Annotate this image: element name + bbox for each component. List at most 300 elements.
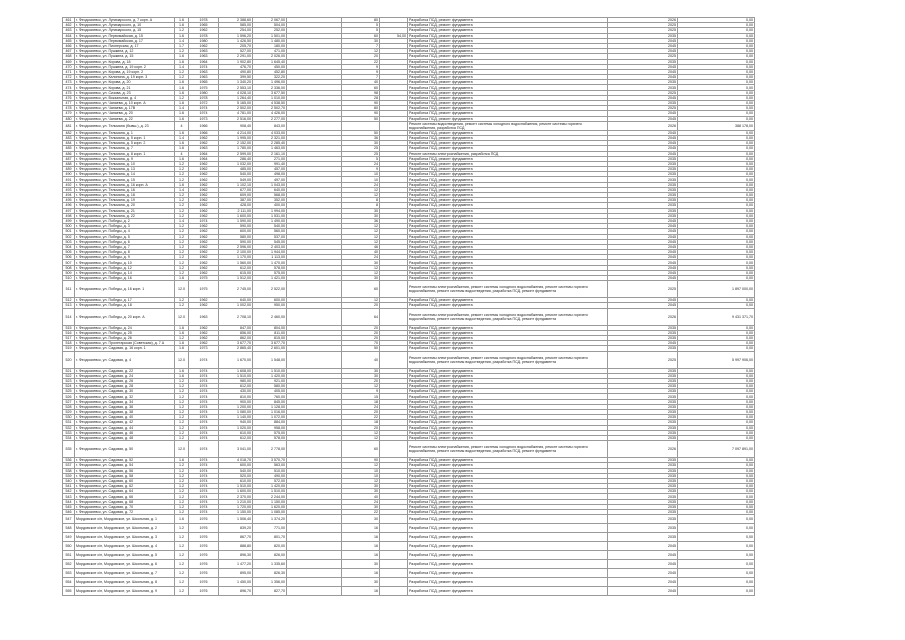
work-type-cell: Разработка ПСД, ремонт фундамента [408,410,608,415]
category-cell: 1.2 [175,494,189,499]
total-area-cell: 430,00 [219,389,253,394]
work-type-cell: Разработка ПСД, ремонт фундамента [408,80,608,85]
year-built-cell: 1974 [189,218,219,223]
year-built-cell: 1974 [189,378,219,383]
residents-cell: 90 [342,111,380,116]
cost-cell: 0,00 [678,23,755,28]
living-area-cell: 2 067,00 [253,18,287,23]
work-type-cell: Разработка ПСД, ремонт фундамента [408,229,608,234]
total-area-cell: 612,00 [219,435,253,440]
living-area-cell: 884,00 [253,420,287,425]
category-cell: 1.6 [175,341,189,346]
plan-year-cell: 2025 [608,90,678,95]
address-cell: г. Феодосиевск, ул. Победы, д. 25 [75,330,175,335]
service-cell [380,515,408,524]
living-area-cell: 2 403,00 [253,244,287,249]
year-built-cell: 1974 [189,430,219,435]
living-area-cell: 1 510,00 [253,489,287,494]
cost-cell: 0,00 [678,303,755,308]
row-number-cell: 522 [63,373,75,378]
residents-cell: 7 [342,43,380,48]
row-number-cell: 491 [63,177,75,182]
living-area-cell: 1 944,00 [253,250,287,255]
category-cell: 1.2 [175,389,189,394]
category-cell: 1.2 [175,167,189,172]
total-area-cell: 677,00 [219,187,253,192]
living-area-cell: 572,00 [253,478,287,483]
address-cell: г. Феодосиевск, ул. Садовая, д. 64 [75,489,175,494]
living-area-cell: 1 645,40 [253,59,287,64]
total-area-cell: 1 506,40 [219,515,253,524]
address-cell: г. Феодосиевск, ул. Садовая, д. 38 [75,410,175,415]
category-cell: 1.2 [175,250,189,255]
residents-cell: 28 [342,95,380,100]
cost-cell: 0,00 [678,151,755,156]
row-number-cell: 524 [63,384,75,389]
living-area-cell: 640,00 [253,187,287,192]
cost-cell: 0,00 [678,156,755,161]
work-type-cell: Разработка ПСД, ремонт фундамента [408,389,608,394]
address-cell: г. Феодосиевск, ул. Победы, д. 14 [75,270,175,275]
work-type-cell: Разработка ПСД, ремонт фундамента [408,551,608,560]
cost-cell: 0,00 [678,59,755,64]
plan-year-cell: 2035 [608,330,678,335]
category-cell: 1.2 [175,560,189,569]
address-cell: г. Феодосиевск, ул. Тельмана, д. 19 [75,198,175,203]
residents-cell: 10 [342,473,380,478]
category-cell: 1.6 [175,515,189,524]
work-type-cell: Разработка ПСД, ремонт фундамента [408,425,608,430]
extra-cell [287,351,342,368]
living-area-cell: 2 161,10 [253,151,287,156]
living-area-cell: 4 538,50 [253,101,287,106]
living-area-cell: 1 501,00 [253,33,287,38]
living-area-cell: 2 778,00 [253,441,287,458]
address-cell: г. Феодосиевск, ул. Чапаева, д. 10 корп. А [75,101,175,106]
address-cell: Мордовское с/п, Мордовское, ул. Школьная, д. 8 [75,578,175,587]
work-type-cell: Разработка ПСД, ремонт фундамента [408,430,608,435]
category-cell: 1.2 [175,208,189,213]
cost-cell: 0,00 [678,177,755,182]
address-cell: Мордовское с/п, Мордовское, ул. Школьная, д. 1 [75,515,175,524]
plan-year-cell: 2035 [608,489,678,494]
address-cell: г. Феодосиевск, ул. Победы, д. 5 [75,234,175,239]
work-type-cell: Разработка ПСД, ремонт фундамента [408,59,608,64]
living-area-cell: 450,00 [253,64,287,69]
cost-cell: 0,00 [678,560,755,569]
residents-cell: 8 [342,198,380,203]
living-area-cell: 1 994,00 [253,208,287,213]
residents-cell: 7 [342,75,380,80]
plan-year-cell: 2025 [608,54,678,59]
plan-year-cell: 2045 [608,38,678,43]
work-type-cell: Разработка ПСД, ремонт фундамента [408,260,608,265]
plan-year-cell: 2035 [608,394,678,399]
living-area-cell: 820,00 [253,542,287,551]
work-type-cell: Разработка ПСД, ремонт фундамента [408,504,608,509]
row-number-cell: 517 [63,335,75,340]
residents-cell: 8 [342,203,380,208]
residents-cell: 40 [342,351,380,368]
category-cell: 1.6 [175,156,189,161]
category-cell: 1.2 [175,404,189,409]
cost-cell: 0,00 [678,551,755,560]
category-cell: 1.2 [175,420,189,425]
living-area-cell: 3 677,50 [253,90,287,95]
total-area-cell: 1 340,20 [219,80,253,85]
residents-cell: 30 [342,578,380,587]
plan-year-cell: 2045 [608,250,678,255]
work-type-cell: Разработка ПСД, ремонт фундамента [408,399,608,404]
residents-cell: 16 [342,542,380,551]
work-type-cell: Разработка ПСД, ремонт фундамента [408,167,608,172]
year-built-cell: 1974 [189,463,219,468]
work-type-cell: Разработка ПСД, ремонт фундамента [408,494,608,499]
year-built-cell: 1974 [189,473,219,478]
residents-cell: 80 [342,106,380,111]
plan-year-cell: 2035 [608,533,678,542]
row-number-cell: 476 [63,95,75,100]
plan-year-cell: 2035 [608,161,678,166]
residents-cell: 20 [342,54,380,59]
row-number-cell: 469 [63,59,75,64]
living-area-cell: 563,00 [253,463,287,468]
work-type-cell: Разработка ПСД, ремонт фундамента [408,95,608,100]
residents-cell: 60 [342,441,380,458]
category-cell: 1.2 [175,303,189,308]
work-type-cell: Ремонт системы электроснабжения, ремонт системы холодного водоснабжения, ремонт системы горячего водоснабжения, ремонт системы водоотведения, разработка ПСД, ремонт фундамента [408,441,608,458]
residents-cell: 24 [342,255,380,260]
row-number-cell: 511 [63,281,75,298]
cost-cell: 0,00 [678,90,755,95]
category-cell: 4 [175,151,189,156]
total-area-cell: 847,00 [219,325,253,330]
total-area-cell: 2 388,60 [219,18,253,23]
living-area-cell: 3 570,70 [253,458,287,463]
row-number-cell: 473 [63,80,75,85]
residents-cell: 30 [342,260,380,265]
category-cell: 12.0 [175,351,189,368]
service-cell [380,441,408,458]
residents-cell: 20 [342,303,380,308]
cost-cell: 0,00 [678,224,755,229]
work-type-cell: Разработка ПСД, ремонт фундамента [408,404,608,409]
total-area-cell: 1 032,00 [219,161,253,166]
cost-cell: 0,00 [678,255,755,260]
residents-cell: 30 [342,141,380,146]
plan-year-cell: 2045 [608,255,678,260]
year-built-cell: 1962 [189,244,219,249]
plan-year-cell: 2035 [608,524,678,533]
living-area-cell: 827,70 [253,587,287,596]
service-cell [380,569,408,578]
work-type-cell: Разработка ПСД, ремонт фундамента [408,224,608,229]
address-cell: г. Феодосиевск, ул. Тельмана, д. 5 корп. 1 [75,135,175,140]
category-cell: 1.2 [175,298,189,303]
work-type-cell: Разработка ПСД, ремонт фундамента [408,141,608,146]
row-number-cell: 550 [63,542,75,551]
category-cell: 1.2 [175,468,189,473]
cost-cell: 0,00 [678,270,755,275]
category-cell: 1.4 [175,38,189,43]
address-cell: г. Феодосиевск, ул. Тельмана, д. 7 [75,146,175,151]
total-area-cell: 1 102,10 [219,182,253,187]
category-cell: 1.6 [175,146,189,151]
living-area-cell: 1 510,00 [253,368,287,373]
living-area-cell: 1 085,00 [253,510,287,515]
residents-cell: 16 [342,551,380,560]
cost-cell: 7 097 891,00 [678,441,755,458]
plan-year-cell: 2035 [608,198,678,203]
address-cell: Мордовское с/п, Мордовское, ул. Школьная, д. 5 [75,551,175,560]
row-number-cell: 480 [63,116,75,121]
address-cell: г. Феодосиевск, ул. Победы, д. 7 [75,244,175,249]
address-cell: г. Феодосиевск, ул. Кирова, д. 21 [75,85,175,90]
total-area-cell: 2 502,00 [219,106,253,111]
total-area-cell: 1 450,00 [219,578,253,587]
residents-cell: 46 [342,244,380,249]
cost-cell: 0,00 [678,378,755,383]
row-number-cell: 487 [63,156,75,161]
year-built-cell: 1964 [189,156,219,161]
category-cell: 1.2 [175,95,189,100]
living-area-cell: 2 460,00 [253,308,287,325]
total-area-cell: 1 780,00 [219,146,253,151]
cost-cell: 0,00 [678,415,755,420]
service-cell [380,121,408,130]
plan-year-cell: 2035 [608,346,678,351]
cost-cell: 0,00 [678,341,755,346]
category-cell: 1.2 [175,425,189,430]
living-area-cell: 1 496,00 [253,80,287,85]
total-area-cell: 4 214,00 [219,130,253,135]
total-area-cell: 862,00 [219,335,253,340]
cost-cell: 0,00 [678,489,755,494]
address-cell: г. Феодосиевск, ул. Тельмана, д. 15 [75,177,175,182]
cost-cell: 0,00 [678,28,755,33]
year-built-cell: 1962 [189,303,219,308]
residents-cell: 12 [342,193,380,198]
row-number-cell: 484 [63,141,75,146]
table-row [63,515,755,524]
total-area-cell: 908,40 [219,121,253,130]
living-area-cell: 2 244,00 [253,494,287,499]
service-cell [380,524,408,533]
residents-cell: 16 [342,569,380,578]
living-area-cell: 2 522,00 [253,281,287,298]
category-cell: 1.2 [175,410,189,415]
work-type-cell: Разработка ПСД, ремонт фундамента [408,510,608,515]
category-cell: 1.2 [175,430,189,435]
year-built-cell: 1975 [189,85,219,90]
plan-year-cell: 2035 [608,404,678,409]
total-area-cell: 1 590,00 [219,218,253,223]
total-area-cell: 520,00 [219,473,253,478]
row-number-cell: 544 [63,499,75,504]
residents-cell: 15 [342,394,380,399]
work-type-cell: Разработка ПСД, ремонт фундамента [408,172,608,177]
row-number-cell: 516 [63,330,75,335]
table-row [63,560,755,569]
living-area-cell: 1 010,00 [253,95,287,100]
total-area-cell: 476,70 [219,64,253,69]
residents-cell: 12 [342,229,380,234]
year-built-cell: 1976 [189,542,219,551]
living-area-cell: 540,00 [253,224,287,229]
address-cell: г. Феодосиевск, ул. Садовая, д. 62 [75,484,175,489]
cost-cell: 0,00 [678,260,755,265]
work-type-cell: Разработка ПСД, ремонт фундамента [408,542,608,551]
work-type-cell: Разработка ПСД, ремонт фундамента [408,33,608,38]
address-cell: г. Феодосиевск, ул. Победы, д. 16 [75,276,175,281]
total-area-cell: 2 152,00 [219,141,253,146]
year-built-cell: 1974 [189,478,219,483]
extra-cell [287,542,342,551]
address-cell: г. Феодосиевск, ул. Луначарского, д. 10 [75,23,175,28]
row-number-cell: 482 [63,130,75,135]
year-built-cell: 1963 [189,54,219,59]
plan-year-cell: 2045 [608,578,678,587]
plan-year-cell: 2035 [608,499,678,504]
plan-year-cell: 2035 [608,85,678,90]
total-area-cell: 1 902,80 [219,59,253,64]
total-area-cell: 1 170,00 [219,255,253,260]
work-type-cell: Разработка ПСД, ремонт фундамента [408,478,608,483]
category-cell: 1.4 [175,218,189,223]
living-area-cell: 1 356,00 [253,578,287,587]
living-area-cell: 1 374,20 [253,515,287,524]
living-area-cell: 568,00 [253,193,287,198]
living-area-cell: 560,00 [253,229,287,234]
work-type-cell: Разработка ПСД, ремонт фундамента [408,578,608,587]
living-area-cell: 575,00 [253,430,287,435]
row-number-cell: 551 [63,551,75,560]
address-cell: г. Феодосиевск, ул. Пушкина, д. 12 [75,49,175,54]
cost-cell: 0,00 [678,203,755,208]
extra-cell [287,515,342,524]
row-number-cell: 547 [63,515,75,524]
work-type-cell: Разработка ПСД, ремонт фундамента [408,265,608,270]
year-built-cell: 1964 [189,59,219,64]
service-cell [380,281,408,298]
work-type-cell: Ремонт системы электроснабжения, ремонт системы холодного водоснабжения, ремонт системы горячего водоснабжения, ремонт системы водоотведения, разработка ПСД, ремонт фундамента [408,281,608,298]
address-cell: г. Феодосиевск, ул. Садовая, д. 16 корп. 1 [75,346,175,351]
total-area-cell: 600,00 [219,463,253,468]
residents-cell: 12 [342,430,380,435]
residents-cell: 80 [342,18,380,23]
residents-cell: 30 [342,560,380,569]
living-area-cell: 1 420,00 [253,484,287,489]
row-number-cell: 548 [63,524,75,533]
cost-cell: 0,00 [678,510,755,515]
living-area-cell: 1 113,00 [253,255,287,260]
plan-year-cell: 2035 [608,420,678,425]
total-area-cell: 1 995,00 [219,135,253,140]
residents-cell [342,121,380,130]
total-area-cell: 810,00 [219,394,253,399]
plan-year-cell: 2045 [608,229,678,234]
total-area-cell: 610,00 [219,430,253,435]
living-area-cell: 845,00 [253,399,287,404]
living-area-cell: 578,00 [253,265,287,270]
year-built-cell: 1976 [189,578,219,587]
living-area-cell: 804,00 [253,325,287,330]
total-area-cell: 2 291,00 [219,54,253,59]
row-number-cell: 504 [63,244,75,249]
plan-year-cell: 2045 [608,569,678,578]
cost-cell: 0,00 [678,130,755,135]
category-cell: 1.6 [175,346,189,351]
residents-cell: 12 [342,265,380,270]
living-area-cell: 771,00 [253,524,287,533]
plan-year-cell: 2045 [608,265,678,270]
cost-cell: 0,00 [678,435,755,440]
address-cell: Мордовское с/п, Мордовское, ул. Школьная, д. 6 [75,560,175,569]
category-cell: 1.2 [175,394,189,399]
cost-cell: 0,00 [678,18,755,23]
row-number-cell: 537 [63,463,75,468]
address-cell: г. Феодосиевск, ул. Первомайская, д. 17 [75,38,175,43]
total-area-cell: 1 210,00 [219,499,253,504]
cost-cell: 0,00 [678,135,755,140]
cost-cell: 5 997 906,00 [678,351,755,368]
address-cell: г. Феодосиевск, ул. Кирова, д. 20 [75,80,175,85]
cost-cell: 0,00 [678,146,755,151]
year-built-cell: 1974 [189,368,219,373]
address-cell: г. Феодосиевск, ул. Садовая, д. 52 [75,458,175,463]
category-cell: 1.2 [175,161,189,166]
address-cell: г. Феодосиевск, ул. Садовая, д. 50 [75,441,175,458]
work-type-cell: Разработка ПСД, ремонт фундамента [408,38,608,43]
plan-year-cell: 2045 [608,49,678,54]
total-area-cell: 896,70 [219,587,253,596]
address-cell: г. Феодосиевск, ул. Садовая, д. 36 [75,404,175,409]
residents-cell: 50 [342,116,380,121]
living-area-cell: 843,00 [253,121,287,130]
table-row [63,578,755,587]
address-cell: г. Феодосиевск, ул. Садовая, д. 54 [75,463,175,468]
total-area-cell: 1 600,00 [219,213,253,218]
row-number-cell: 479 [63,111,75,116]
row-number-cell: 528 [63,404,75,409]
living-area-cell: 575,00 [253,270,287,275]
cost-cell: 0,00 [678,425,755,430]
address-cell: г. Феодосиевск, ул. Тельмана, д. 1 [75,130,175,135]
plan-year-cell: 2045 [608,276,678,281]
work-type-cell: Разработка ПСД, ремонт фундамента [408,43,608,48]
residents-cell: 18 [342,399,380,404]
category-cell: 1.2 [175,473,189,478]
plan-year-cell: 2035 [608,463,678,468]
category-cell: 1.2 [175,270,189,275]
cost-cell: 0,00 [678,141,755,146]
total-area-cell: 2 708,10 [219,308,253,325]
year-built-cell: 1962 [189,167,219,172]
year-built-cell: 1962 [189,229,219,234]
address-cell: г. Феодосиевск, ул. Садовая, д. 60 [75,478,175,483]
work-type-cell: Разработка ПСД, ремонт фундамента [408,346,608,351]
address-cell: г. Феодосиевск, ул. Садовая, д. 40 [75,415,175,420]
plan-year-cell: 2035 [608,368,678,373]
plan-year-cell: 2045 [608,111,678,116]
cost-cell: 0,00 [678,167,755,172]
table-row [63,351,755,368]
category-cell: 1.6 [175,85,189,90]
total-area-cell: 3 677,70 [219,341,253,346]
work-type-cell: Разработка ПСД, ремонт фундамента [408,187,608,192]
plan-year-cell: 2025 [608,28,678,33]
row-number-cell: 506 [63,255,75,260]
